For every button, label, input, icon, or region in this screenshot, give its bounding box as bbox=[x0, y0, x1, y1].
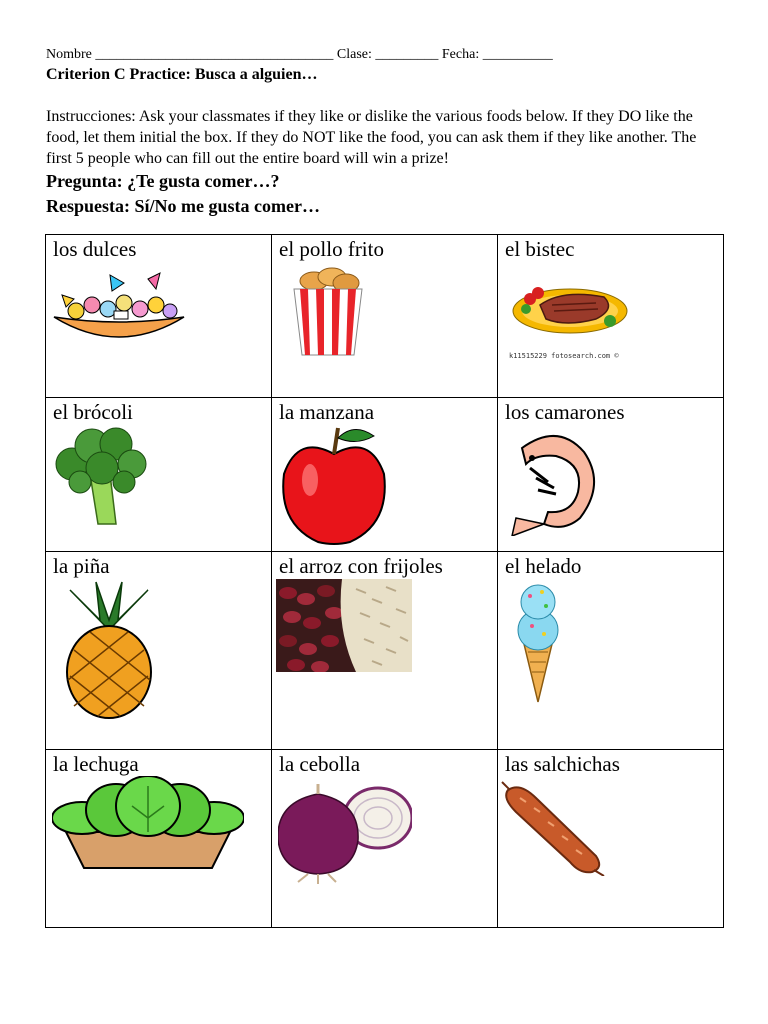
food-cell-cebolla[interactable] bbox=[272, 750, 498, 928]
answer-prompt: Respuesta: Sí/No me gusta comer… bbox=[46, 196, 320, 216]
food-label: la lechuga bbox=[53, 752, 139, 776]
clase-label: Clase: bbox=[336, 47, 372, 62]
food-cell-pollo-frito[interactable] bbox=[272, 235, 498, 398]
pineapple-icon bbox=[56, 580, 162, 720]
lettuce-icon bbox=[52, 776, 244, 876]
candy-bowl-icon bbox=[52, 265, 186, 345]
broccoli-icon bbox=[52, 424, 148, 528]
food-cell-pina[interactable] bbox=[46, 552, 272, 750]
food-cell-manzana[interactable] bbox=[272, 398, 498, 552]
fecha-label: Fecha: bbox=[441, 47, 480, 62]
food-label: el brócoli bbox=[53, 400, 133, 424]
food-cell-brocoli[interactable] bbox=[46, 398, 272, 552]
food-grid bbox=[45, 234, 724, 928]
food-cell-salchichas[interactable] bbox=[498, 750, 724, 928]
image-credit: k11515229 fotosearch.com © bbox=[509, 352, 619, 360]
food-label: los camarones bbox=[505, 400, 625, 424]
food-cell-arroz-frijoles[interactable] bbox=[272, 552, 498, 750]
food-label: el bistec bbox=[505, 237, 575, 261]
food-label: la manzana bbox=[279, 400, 375, 424]
food-cell-camarones[interactable] bbox=[498, 398, 724, 552]
food-label: el helado bbox=[505, 554, 582, 578]
nombre-label: Nombre bbox=[46, 47, 92, 62]
food-cell-bistec[interactable] bbox=[498, 235, 724, 398]
nombre-field[interactable]: __________________________________ bbox=[95, 47, 334, 62]
onion-icon bbox=[278, 780, 412, 884]
food-label: la piña bbox=[53, 554, 110, 578]
rice-and-beans-icon bbox=[276, 579, 412, 672]
question-prompt: Pregunta: ¿Te gusta comer…? bbox=[46, 171, 280, 191]
instructions-text: Instrucciones: Ask your classmates if they like or dislike the various foods below. If they DO like the food, let them initial the box. If they do NOT like the food, you can ask them if they like another. The first 5 people who can fill out the entire board will win a prize! bbox=[46, 108, 697, 167]
food-label: las salchichas bbox=[505, 752, 620, 776]
worksheet-title: Criterion C Practice: Busca a alguien… bbox=[46, 66, 318, 83]
food-label: los dulces bbox=[53, 237, 137, 261]
food-label: la cebolla bbox=[279, 752, 361, 776]
food-cell-helado[interactable] bbox=[498, 552, 724, 750]
shrimp-icon bbox=[508, 428, 600, 536]
food-cell-dulces[interactable] bbox=[46, 235, 272, 398]
fried-chicken-bucket-icon bbox=[292, 267, 364, 359]
food-cell-lechuga[interactable] bbox=[46, 750, 272, 928]
fecha-field[interactable]: __________ bbox=[482, 47, 553, 62]
food-label: el pollo frito bbox=[279, 237, 384, 261]
apple-icon bbox=[278, 424, 390, 548]
food-label: el arroz con frijoles bbox=[279, 554, 443, 578]
header-fields bbox=[46, 47, 553, 63]
steak-plate-icon bbox=[512, 279, 632, 339]
sausage-icon bbox=[500, 776, 608, 876]
ice-cream-icon bbox=[512, 582, 564, 704]
clase-field[interactable]: _________ bbox=[375, 47, 439, 62]
